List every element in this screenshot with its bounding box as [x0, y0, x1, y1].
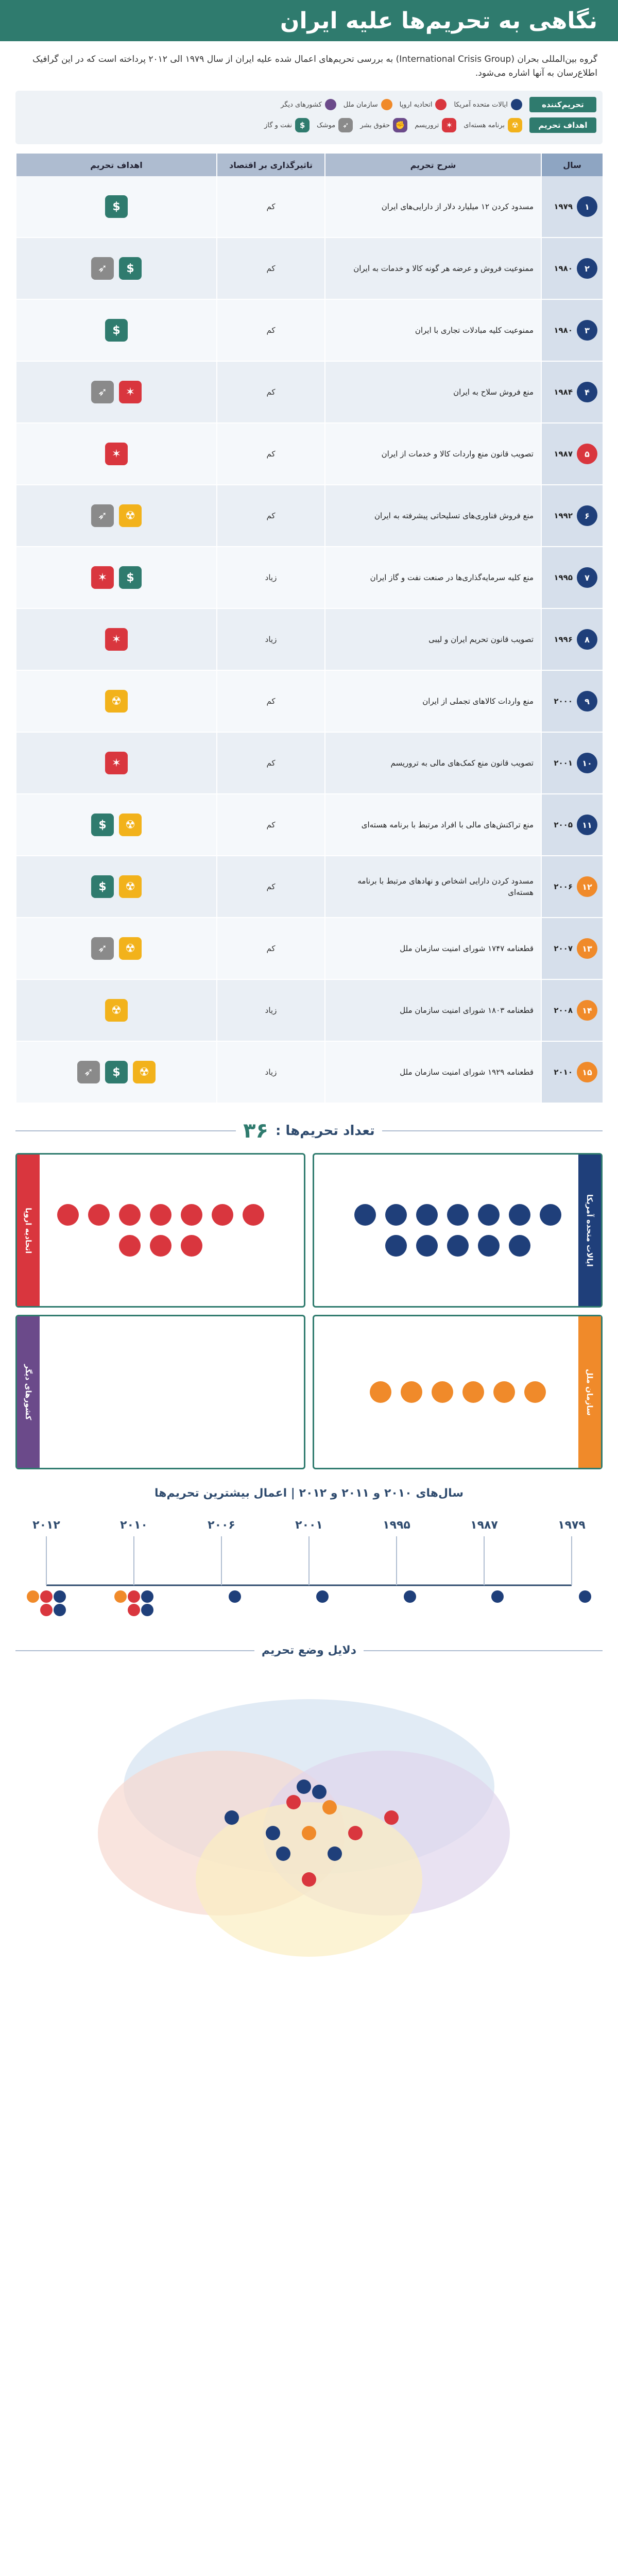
row-desc: قطعنامه ۱۷۴۷ شورای امنیت سازمان ملل	[324, 918, 541, 979]
table-header	[15, 154, 603, 176]
timeline-dot	[491, 1590, 504, 1603]
goal-icon: ✶	[119, 381, 142, 403]
timeline-dot	[404, 1590, 416, 1603]
legend-goal-item	[360, 118, 407, 132]
row-goals	[15, 980, 216, 1041]
row-year-cell	[541, 671, 603, 732]
sanction-dot	[88, 1204, 110, 1226]
sanction-dot	[540, 1204, 561, 1226]
table-row	[15, 1042, 603, 1104]
row-goals	[15, 856, 216, 917]
row-desc: منع تراکنش‌های مالی با افراد مرتبط با برنامه هسته‌ای	[324, 794, 541, 855]
header-year: سال	[541, 154, 603, 176]
legend-sanctioner-item	[281, 99, 336, 110]
row-impact: زیاد	[216, 980, 324, 1041]
timeline-dot	[114, 1590, 127, 1603]
goal-icon: ✶	[105, 628, 128, 651]
row-year-cell	[541, 980, 603, 1041]
sanctioner-grid	[15, 1153, 603, 1469]
row-desc: مسدود کردن دارایی اشخاص و نهادهای مرتبط با برنامه هسته‌ای	[324, 856, 541, 917]
row-year-cell	[541, 176, 603, 237]
sanction-dot	[212, 1204, 233, 1226]
divider	[15, 1650, 254, 1651]
quad-label: سازمان ملل	[578, 1316, 601, 1468]
sanction-dot	[385, 1235, 407, 1257]
goal-icon: ☢	[119, 504, 142, 527]
legend-item-label: کشورهای دیگر	[281, 100, 322, 109]
sanction-dot	[243, 1204, 264, 1226]
legend-sanctioners-label: تحریم‌کننده	[529, 97, 596, 112]
row-number: ۳	[577, 320, 597, 341]
row-desc: منع فروش سلاح به ایران	[324, 362, 541, 422]
table-row	[15, 980, 603, 1042]
row-number: ۱	[577, 196, 597, 217]
sanction-dot	[447, 1204, 469, 1226]
goal-icon: ➶	[91, 937, 114, 960]
header	[0, 0, 618, 41]
venn-dot	[322, 1800, 337, 1815]
sanction-dot	[150, 1235, 171, 1257]
venn-title: دلایل وضع تحریم	[261, 1644, 357, 1657]
timeline-dot	[54, 1590, 66, 1603]
sanctioner-dot-icon	[325, 99, 336, 110]
row-goals	[15, 733, 216, 793]
table-row	[15, 176, 603, 238]
sanction-dot	[462, 1381, 484, 1403]
timeline-year: ۲۰۰۶	[208, 1519, 235, 1532]
timeline-dot	[54, 1604, 66, 1616]
legend-goals	[22, 117, 596, 133]
row-goals	[15, 918, 216, 979]
legend-goals-label: اهداف تحریم	[529, 117, 596, 133]
row-year: ۱۹۸۰	[554, 264, 573, 274]
venn-dot	[266, 1826, 280, 1840]
goal-icon: ☢	[119, 814, 142, 836]
legend-goal-item	[415, 118, 456, 132]
sanction-dot	[181, 1235, 202, 1257]
row-impact: کم	[216, 794, 324, 855]
table-row	[15, 423, 603, 485]
venn-dot	[384, 1810, 399, 1825]
table-row	[15, 918, 603, 980]
row-year: ۲۰۰۰	[554, 697, 573, 706]
row-impact: کم	[216, 423, 324, 484]
venn-dot	[328, 1846, 342, 1861]
table-row	[15, 300, 603, 362]
row-number: ۷	[577, 567, 597, 588]
row-number: ۱۱	[577, 815, 597, 835]
row-desc: قطعنامه ۱۹۲۹ شورای امنیت سازمان ملل	[324, 1042, 541, 1103]
venn-dot	[312, 1785, 327, 1799]
sanctioner-quad	[313, 1153, 603, 1308]
count-title	[15, 1119, 603, 1143]
sanction-dot	[119, 1235, 141, 1257]
timeline-year: ۱۹۸۷	[470, 1519, 498, 1532]
goal-icon: ✶	[442, 118, 456, 132]
row-year-cell	[541, 300, 603, 361]
row-year: ۱۹۸۴	[554, 387, 573, 397]
row-number: ۱۳	[577, 938, 597, 959]
row-number: ۱۲	[577, 876, 597, 897]
goal-icon: ☢	[133, 1061, 156, 1083]
timeline-dot	[141, 1604, 153, 1616]
row-goals	[15, 547, 216, 608]
goal-icon: ✶	[91, 566, 114, 589]
row-desc: تصویب قانون منع کمک‌های مالی به تروریسم	[324, 733, 541, 793]
divider	[15, 1130, 236, 1131]
row-number: ۹	[577, 691, 597, 711]
venn-dot	[348, 1826, 363, 1840]
row-impact: کم	[216, 485, 324, 546]
row-impact: کم	[216, 856, 324, 917]
timeline-dot	[128, 1590, 140, 1603]
row-number: ۲	[577, 258, 597, 279]
sanction-dot	[181, 1204, 202, 1226]
row-number: ۱۰	[577, 753, 597, 773]
legend-item-label: اتحادیه اروپا	[399, 100, 433, 109]
row-year-cell	[541, 423, 603, 484]
goal-icon: $	[105, 195, 128, 218]
row-impact: کم	[216, 300, 324, 361]
goal-icon: ➶	[91, 504, 114, 527]
row-goals	[15, 238, 216, 299]
goal-icon: $	[119, 566, 142, 589]
row-impact: کم	[216, 176, 324, 237]
row-year-cell	[541, 547, 603, 608]
timeline-dot	[128, 1604, 140, 1616]
timeline-dot	[229, 1590, 241, 1603]
goal-icon: ➶	[338, 118, 353, 132]
row-goals	[15, 671, 216, 732]
row-goals	[15, 176, 216, 237]
sanctioner-dot-icon	[511, 99, 522, 110]
row-impact: زیاد	[216, 1042, 324, 1103]
row-year-cell	[541, 1042, 603, 1103]
row-year: ۱۹۹۶	[554, 635, 573, 645]
grid-row	[15, 1153, 603, 1308]
row-year-cell	[541, 918, 603, 979]
row-year: ۱۹۹۵	[554, 573, 573, 583]
sanction-dot	[370, 1381, 391, 1403]
row-year: ۱۹۹۲	[554, 511, 573, 521]
divider	[382, 1130, 603, 1131]
legend-item-label: حقوق بشر	[360, 121, 390, 129]
sanctioner-quad	[15, 1315, 305, 1469]
sanction-dot	[493, 1381, 515, 1403]
table-row	[15, 794, 603, 856]
header-goal: اهداف تحریم	[15, 154, 216, 176]
goal-icon: ➶	[77, 1061, 100, 1083]
sanctioner-dot-icon	[381, 99, 392, 110]
legend-goal-item	[264, 118, 310, 132]
goal-icon: $	[91, 814, 114, 836]
row-year-cell	[541, 485, 603, 546]
venn-diagram	[15, 1663, 603, 1972]
timeline-year: ۲۰۰۱	[295, 1519, 323, 1532]
timeline-dot	[316, 1590, 329, 1603]
legend-item-label: برنامه هسته‌ای	[464, 121, 505, 129]
quad-label: اتحادیه اروپا	[17, 1155, 40, 1306]
legend-item-label: نفت و گاز	[264, 121, 293, 129]
goal-icon: ➶	[91, 257, 114, 280]
timeline-dot	[579, 1590, 591, 1603]
table-body	[15, 176, 603, 1104]
sanction-dot	[416, 1204, 438, 1226]
goal-icon: ✶	[105, 752, 128, 774]
sanction-dot	[401, 1381, 422, 1403]
table-row	[15, 238, 603, 300]
venn-title-row	[15, 1644, 603, 1657]
legend-item-label: موشک	[317, 121, 336, 129]
row-year: ۲۰۰۵	[554, 820, 573, 830]
row-goals	[15, 300, 216, 361]
row-desc: تصویب قانون منع واردات کالا و خدمات از ایران	[324, 423, 541, 484]
row-number: ۱۵	[577, 1062, 597, 1082]
legend-goal-item	[317, 118, 353, 132]
row-year-cell	[541, 794, 603, 855]
row-year: ۱۹۸۰	[554, 326, 573, 335]
timeline-dot	[27, 1590, 39, 1603]
count-label: تعداد تحریم‌ها :	[275, 1123, 375, 1139]
row-desc: قطعنامه ۱۸۰۳ شورای امنیت سازمان ملل	[324, 980, 541, 1041]
row-number: ۸	[577, 629, 597, 650]
quad-label: ایالات متحده آمریکا	[578, 1155, 601, 1306]
legend-item-label: سازمان ملل	[343, 100, 378, 109]
row-impact: کم	[216, 733, 324, 793]
row-impact: زیاد	[216, 609, 324, 670]
timeline-year: ۲۰۱۰	[120, 1519, 148, 1532]
legend-item-label: تروریسم	[415, 121, 439, 129]
table-row	[15, 609, 603, 671]
sanctioner-quad	[313, 1315, 603, 1469]
row-year: ۱۹۷۹	[554, 202, 573, 212]
sanctioner-quad	[15, 1153, 305, 1308]
goal-icon: $	[105, 319, 128, 342]
goal-icon: ☢	[119, 875, 142, 898]
legend-sanctioner-item	[344, 99, 392, 110]
sanctions-table	[15, 154, 603, 1104]
row-year: ۲۰۰۶	[554, 882, 573, 892]
legend	[15, 91, 603, 144]
venn-dot	[297, 1780, 311, 1794]
legend-item-label: ایالات متحده آمریکا	[454, 100, 508, 109]
timeline-year: ۱۹۷۹	[558, 1519, 586, 1532]
sanction-dot	[57, 1204, 79, 1226]
venn-dot	[302, 1872, 316, 1887]
quad-label: کشورهای دیگر	[17, 1316, 40, 1468]
sanction-dot	[524, 1381, 546, 1403]
goal-icon: ✊	[393, 118, 407, 132]
timeline-dot	[141, 1590, 153, 1603]
row-number: ۱۴	[577, 1000, 597, 1021]
table-row	[15, 547, 603, 609]
sanction-dot	[447, 1235, 469, 1257]
row-year-cell	[541, 733, 603, 793]
row-number: ۵	[577, 444, 597, 464]
goal-icon: ✶	[105, 443, 128, 465]
legend-sanctioner-item	[454, 99, 522, 110]
timeline-year: ۲۰۱۲	[32, 1519, 60, 1532]
goal-icon: ☢	[119, 937, 142, 960]
goal-icon: ☢	[105, 999, 128, 1022]
row-goals	[15, 1042, 216, 1103]
sanction-dot	[509, 1235, 530, 1257]
table-row	[15, 733, 603, 794]
timeline-dot	[40, 1590, 53, 1603]
row-desc: ممنوعیت کلیه مبادلات تجاری با ایران	[324, 300, 541, 361]
row-year: ۲۰۰۱	[554, 758, 573, 768]
intro-text: گروه بین‌المللی بحران (International Crisis Group) به بررسی تحریم‌های اعمال شده علیه ایران از سال ۱۹۷۹ الی ۲۰۱۲ پرداخته است که در این گرافیک اطلاع‌رسان به آنها اشاره می‌شود.	[32, 54, 597, 79]
row-year: ۱۹۸۷	[554, 449, 573, 459]
table-row	[15, 671, 603, 733]
table-row	[15, 362, 603, 423]
sanction-dot	[119, 1204, 141, 1226]
row-goals	[15, 609, 216, 670]
row-desc: منع واردات کالاهای تجملی از ایران	[324, 671, 541, 732]
row-goals	[15, 423, 216, 484]
goal-icon: ☢	[508, 118, 522, 132]
row-year-cell	[541, 238, 603, 299]
timeline-chart	[15, 1508, 603, 1626]
sanction-dot	[354, 1204, 376, 1226]
goal-icon: $	[295, 118, 310, 132]
table-row	[15, 485, 603, 547]
count-value: ۳۶	[243, 1119, 268, 1143]
venn-dot	[276, 1846, 290, 1861]
timeline-title: سال‌های ۲۰۱۰ و ۲۰۱۱ و ۲۰۱۲ | اعمال بیشترین تحریم‌ها	[154, 1487, 464, 1500]
page-title: نگاهی به تحریم‌ها علیه ایران	[280, 7, 597, 34]
row-impact: کم	[216, 918, 324, 979]
grid-row	[15, 1315, 603, 1469]
sanction-dot	[416, 1235, 438, 1257]
row-number: ۶	[577, 505, 597, 526]
row-desc: تصویب قانون تحریم ایران و لیبی	[324, 609, 541, 670]
divider	[364, 1650, 603, 1651]
goal-icon: $	[91, 875, 114, 898]
row-goals	[15, 362, 216, 422]
row-desc: مسدود کردن ۱۲ میلیارد دلار از دارایی‌های ایران	[324, 176, 541, 237]
row-impact: کم	[216, 238, 324, 299]
sanction-dot	[385, 1204, 407, 1226]
row-year-cell	[541, 609, 603, 670]
row-impact: کم	[216, 671, 324, 732]
row-desc: ممنوعیت فروش و عرضه هر گونه کالا و خدمات به ایران	[324, 238, 541, 299]
row-number: ۴	[577, 382, 597, 402]
goal-icon: ➶	[91, 381, 114, 403]
venn-dot	[302, 1826, 316, 1840]
sanction-dot	[509, 1204, 530, 1226]
goal-icon: $	[119, 257, 142, 280]
legend-goal-item	[464, 118, 522, 132]
row-impact: زیاد	[216, 547, 324, 608]
goal-icon: ☢	[105, 690, 128, 713]
goal-icon: $	[105, 1061, 128, 1083]
timeline-dot	[40, 1604, 53, 1616]
header-impact: تاثیرگذاری بر اقتصاد	[216, 154, 324, 176]
row-year-cell	[541, 856, 603, 917]
header-desc: شرح تحریم	[324, 154, 541, 176]
row-year: ۲۰۰۸	[554, 1006, 573, 1015]
row-goals	[15, 794, 216, 855]
table-row	[15, 856, 603, 918]
legend-sanctioners	[22, 97, 596, 112]
sanction-dot	[478, 1204, 500, 1226]
sanction-dot	[478, 1235, 500, 1257]
row-impact: کم	[216, 362, 324, 422]
venn-dot	[225, 1810, 239, 1825]
timeline-year: ۱۹۹۵	[383, 1519, 410, 1532]
row-year-cell	[541, 362, 603, 422]
row-year: ۲۰۰۷	[554, 944, 573, 954]
row-desc: منع کلیه سرمایه‌گذاری‌ها در صنعت نفت و گاز ایران	[324, 547, 541, 608]
venn-dot	[286, 1795, 301, 1809]
sanction-dot	[150, 1204, 171, 1226]
row-year: ۲۰۱۰	[554, 1067, 573, 1077]
legend-sanctioner-item	[400, 99, 447, 110]
sanctioner-dot-icon	[435, 99, 447, 110]
row-desc: منع فروش فناوری‌های تسلیحاتی پیشرفته به ایران	[324, 485, 541, 546]
row-goals	[15, 485, 216, 546]
sanction-dot	[432, 1381, 453, 1403]
